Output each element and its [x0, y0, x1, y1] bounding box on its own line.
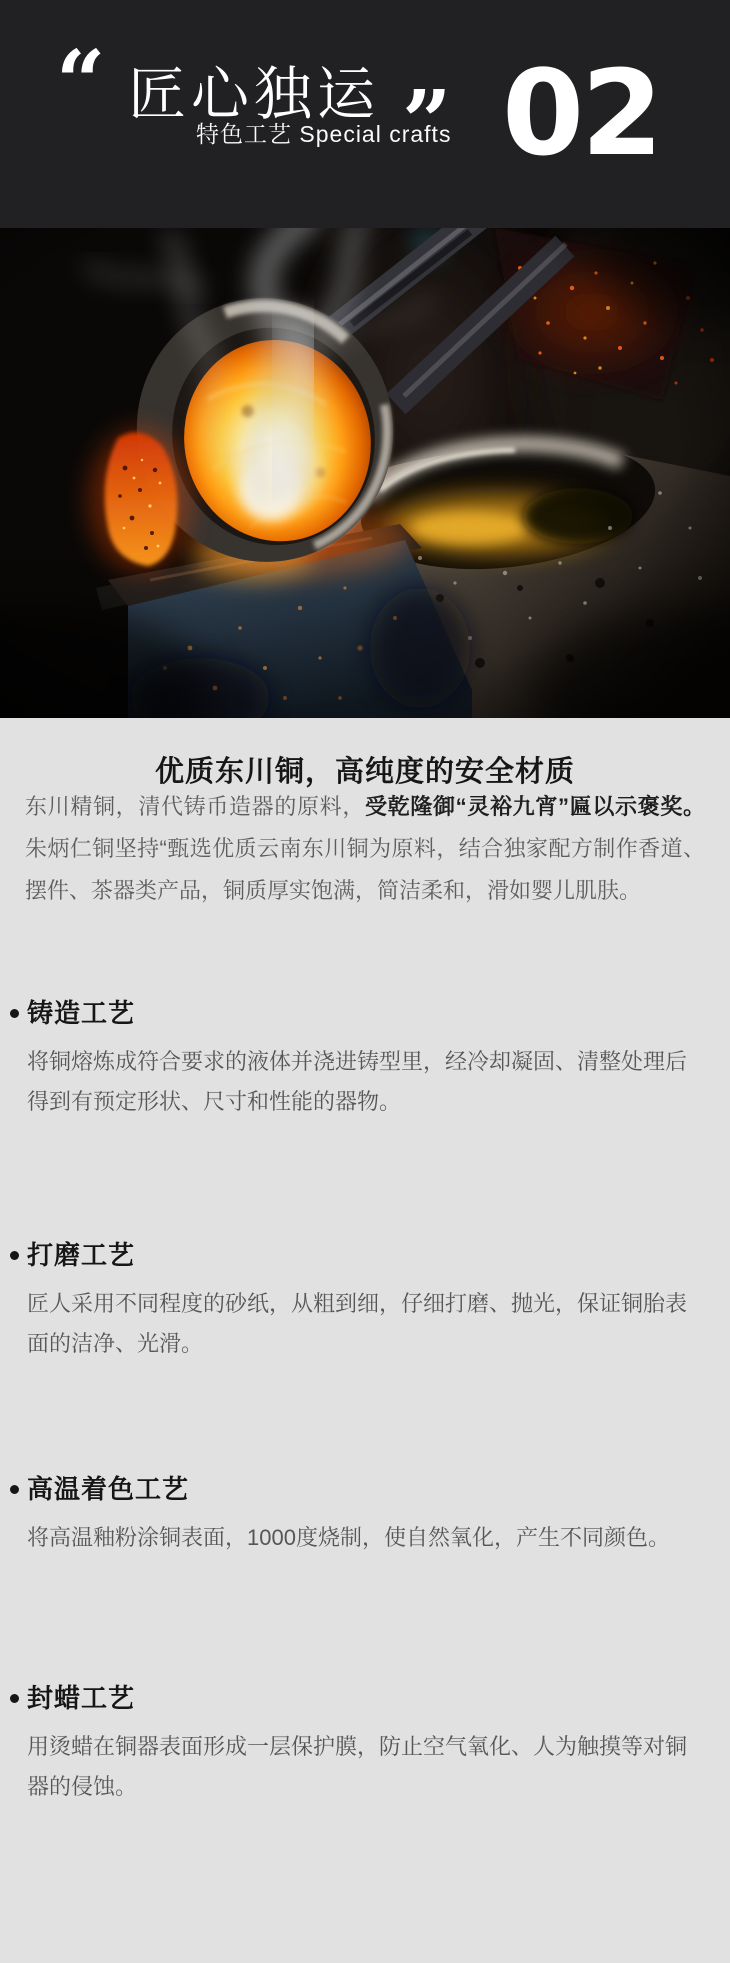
craft-section-coloring [25, 1474, 705, 1558]
craft-section-casting [25, 998, 705, 1122]
bullet-icon [10, 1009, 19, 1018]
craft-title: 铸造工艺 [27, 998, 136, 1028]
molten-copper-photo-art [0, 228, 730, 718]
section-number: 02 [502, 44, 661, 182]
open-quote-mark: “ [56, 32, 106, 133]
craft-body: 用烫蜡在铜器表面形成一层保护膜，防止空气氧化、人为触摸等对铜器的侵蚀。 [27, 1734, 688, 1799]
craft-title: 高温着色工艺 [27, 1474, 190, 1504]
photo-vignette [0, 228, 730, 718]
craft-body: 将高温釉粉涂铜表面，1000度烧制，使自然氧化，产生不同颜色。 [27, 1525, 670, 1550]
section-header [0, 0, 730, 228]
bullet-icon [10, 1694, 19, 1703]
intro-text-rest: 朱炳仁铜坚持“甄选优质云南东川铜为原料，结合独家配方制作香道、摆件、茶器类产品，铜质厚实饱满，简洁柔和，滑如婴儿肌肤。 [25, 836, 705, 903]
intro-paragraph [25, 786, 705, 912]
craft-section-waxing [25, 1683, 705, 1807]
bullet-icon [10, 1485, 19, 1494]
craft-body: 匠人采用不同程度的砂纸，从粗到细，仔细打磨、抛光，保证铜胎表面的洁净、光滑。 [27, 1291, 688, 1356]
craft-title: 打磨工艺 [27, 1240, 136, 1270]
content-heading: 优质东川铜，高纯度的安全材质 [154, 756, 575, 788]
craft-section-polishing [25, 1240, 705, 1364]
molten-copper-photo [0, 228, 730, 718]
page-subtitle: 特色工艺 Special crafts [196, 121, 452, 147]
close-quote-mark: ” [402, 72, 452, 173]
bullet-icon [10, 1251, 19, 1260]
intro-award-text: 受乾隆御“灵裕九宵”匾以示褒奖。 [365, 794, 705, 819]
craft-title: 封蜡工艺 [27, 1683, 136, 1713]
intro-text: 东川精铜，清代铸币造器的原料， [25, 794, 365, 819]
page-title: 匠心独运 [128, 62, 381, 127]
craft-body: 将铜熔炼成符合要求的液体并浇进铸型里，经冷却凝固、清整处理后得到有预定形状、尺寸和性能的器物。 [27, 1049, 688, 1114]
content-panel [0, 718, 730, 1963]
